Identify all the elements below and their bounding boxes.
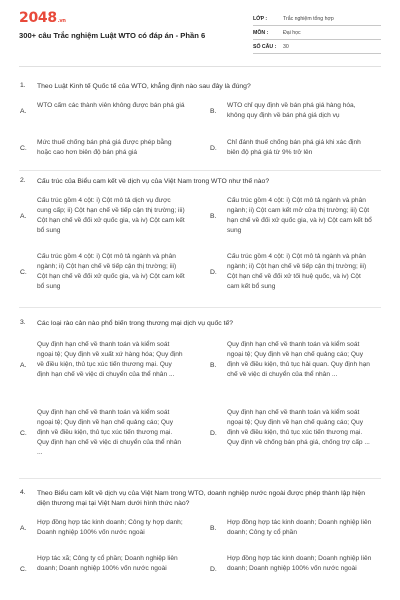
option-a[interactable] [20,196,200,238]
option-text: Hợp tác xã; Công ty cổ phần; Doanh nghiệp liên doanh; Doanh nghiệp 100% vốn nước ngoài [37,555,178,572]
meta-class [253,14,381,26]
option-letter: D. [210,430,217,437]
meta-question-count [253,42,381,54]
meta-subject [253,28,381,40]
page-title: 300+ câu Trắc nghiệm Luật WTO có đáp án - Phần 6 [19,31,206,40]
option-b[interactable] [210,196,390,238]
option-text: Cấu trúc gồm 4 cột: i) Cột mô tả dịch vụ được cung cấp; ii) Cột hạn chế về tiếp cận thị trường; iii) Cột hạn chế về đối xử quốc gia, và iv) Cột cam kết bổ sung [37,197,185,234]
option-letter: D. [210,269,217,276]
option-letter: A. [20,108,27,115]
option-d[interactable] [210,554,390,586]
document-header [0,0,400,62]
option-letter: A. [20,362,27,369]
option-text: WTO chỉ quy định về bán phá giá hàng hóa, không quy định về bán phá giá dịch vụ [227,102,356,119]
header-divider [19,66,381,67]
option-text: Hợp đồng hợp tác kinh doanh; Công ty hợp danh; Doanh nghiệp 100% vốn nước ngoài [37,519,183,536]
option-text: Mức thuế chống bán phá giá được phép bằng hoặc cao hơn biên độ bán phá giá [37,139,172,156]
option-text: Cấu trúc gồm 4 cột: i) Cột mô tả ngành và phân ngành; ii) Cột hạn chế về tiếp cận thị trường; iii) Cột hạn chế về đối xử quốc gia, và iv) Cột cam kết bổ sung [37,253,185,290]
meta-label: MÔN : [253,30,269,36]
question-text: Cấu trúc của Biểu cam kết về dịch vụ của Việt Nam trong WTO như thế nào? [37,178,270,185]
option-text: Quy định hạn chế về thanh toán và kiểm soát ngoại tệ; Quy định về hạn chế quảng cáo; Quy định về điều kiện, thủ tục xúc tiến thương mại. Quy định về chống bán phá giá, chống trợ cấp ... [227,409,370,446]
option-letter: C. [20,269,27,276]
option-c[interactable] [20,252,200,294]
option-letter: C. [20,145,27,152]
option-text: Hợp đồng hợp tác kinh doanh; Doanh nghiệp liên doanh; Công ty cổ phần [227,519,372,536]
option-letter: B. [210,362,217,369]
option-letter: D. [210,145,217,152]
option-c[interactable] [20,138,200,160]
option-c[interactable] [20,408,200,460]
option-letter: C. [20,430,27,437]
option-b[interactable] [210,518,390,540]
question-number: 4. [20,489,26,496]
question-divider [19,478,381,479]
site-logo[interactable]: 2048.vn [19,10,66,26]
option-letter: A. [20,525,27,532]
option-text: Hợp đồng hợp tác kinh doanh; Doanh nghiệp liên doanh; Doanh nghiệp 100% vốn nước ngoài [227,555,372,572]
meta-value: Trắc nghiệm tổng hợp [283,16,334,22]
question-text: Theo Luật Kinh tế Quốc tế của WTO, khẳng định nào sau đây là đúng? [37,83,251,90]
option-text: WTO cấm các thành viên không được bán phá giá [37,102,185,109]
option-letter: D. [210,566,217,573]
question-divider [19,307,381,308]
option-a[interactable] [20,340,200,392]
question-text: Các loại rào cản nào phổ biến trong thương mại dịch vụ quốc tế? [37,320,234,327]
meta-value: Đại học [283,30,301,36]
meta-value: 30 [283,44,289,50]
option-text: Cấu trúc gồm 4 cột: i) Cột mô tả ngành và phân ngành; ii) Cột hạn chế về tiếp cận thị trường; iii) Cột hạn chế về đối xử tối huệ quốc, và iv) Cột cam kết bổ sung [227,253,367,290]
option-b[interactable] [210,340,390,392]
question-number: 1. [20,82,26,89]
option-d[interactable] [210,252,390,294]
meta-label: LỚP : [253,16,268,22]
option-text: Cấu trúc gồm 4 cột: i) Cột mô tả ngành và phân ngành; ii) Cột cam kết mở cửa thị trường; iii) Cột hạn chế về đối xử quốc gia, và iv) Cột cam kết bổ sung [227,197,372,234]
option-letter: B. [210,213,217,220]
question-number: 2. [20,177,26,184]
option-text: Quy định hạn chế về thanh toán và kiểm soát ngoại tệ; Quy định về hạn chế quảng cáo; Quy định về điều kiện, thủ tục hải quan. Quy định hạn chế về việc di chuyển của thể nhân ... [227,341,370,378]
option-text: Quy định hạn chế về thanh toán và kiểm soát ngoại tệ; Quy định về xuất xứ hàng hóa; Quy định về điều kiện, thủ tục xúc tiến thương mại. Quy định hạn chế về việc di chuyển của thể nhân ... [37,341,183,378]
question-text: Theo Biểu cam kết về dịch vụ của Việt Nam trong WTO, doanh nghiệp nước ngoài được phép thành lập hiện diện thương mại tại Việt Nam dưới hình thức nào? [37,490,365,507]
option-a[interactable] [20,101,200,123]
option-a[interactable] [20,518,200,540]
option-letter: B. [210,108,217,115]
question-number: 3. [20,319,26,326]
option-d[interactable] [210,138,390,160]
question-divider [19,170,381,171]
meta-label: SỐ CÂU : [253,44,277,50]
option-d[interactable] [210,408,390,460]
option-c[interactable] [20,554,200,586]
option-text: Quy định hạn chế về thanh toán và kiểm soát ngoại tệ; Quy định về hạn chế quảng cáo; Quy định về điều kiện, thủ tục xúc tiến thương mại. Quy định hạn chế về việc di chuyển của thể nhân ... [37,409,182,456]
option-text: Chỉ đánh thuế chống bán phá giá khi xác định biên độ phá giá từ 9% trở lên [227,139,361,156]
option-letter: A. [20,213,27,220]
option-letter: C. [20,566,27,573]
option-b[interactable] [210,101,390,123]
option-letter: B. [210,525,217,532]
